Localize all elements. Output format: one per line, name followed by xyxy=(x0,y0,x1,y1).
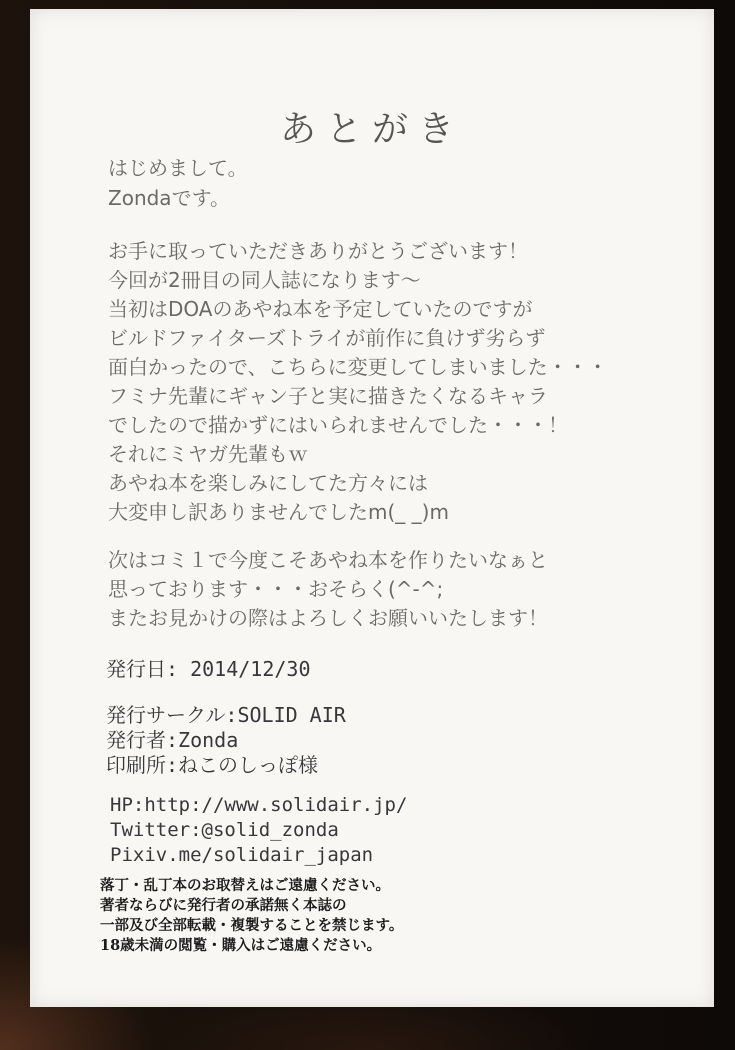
body-line: 次はコミ１で今度こそあやね本を作りたいなぁと xyxy=(108,548,548,572)
publisher-name: 発行者:Zonda xyxy=(106,728,239,752)
colophon-links-block xyxy=(110,793,407,868)
pixiv-url: Pixiv.me/solidair_japan xyxy=(110,844,374,866)
body-line: 大変申し訳ありませんでしたm(_ _)m xyxy=(108,500,449,524)
greeting-line: Zondaです。 xyxy=(108,186,230,210)
greeting-line: はじめまして。 xyxy=(108,156,248,180)
publication-date: 発行日: 2014/12/30 xyxy=(106,657,311,681)
body-line: またお見かけの際はよろしくお願いいたします！ xyxy=(108,606,548,630)
body-line: 今回が2冊目の同人誌になります～ xyxy=(108,268,421,292)
homepage-url: HP:http://www.solidair.jp/ xyxy=(110,794,408,816)
colophon-date-block xyxy=(106,657,311,682)
afterword-paragraph-2 xyxy=(108,546,548,633)
body-line: それにミヤガ先輩もｗ xyxy=(108,442,308,466)
body-line: でしたので描かずにはいられませんでした・・・！ xyxy=(108,413,568,437)
legal-line: 一部及び全部転載・複製することを禁じます。 xyxy=(100,917,404,934)
body-line: 当初はDOAのあやね本を予定していたのですが xyxy=(108,297,533,321)
printer-name: 印刷所:ねこのしっぽ様 xyxy=(106,753,319,777)
twitter-handle: Twitter:@solid_zonda xyxy=(110,819,339,841)
body-line: お手に取っていただきありがとうございます！ xyxy=(108,239,528,263)
greeting-block xyxy=(108,153,248,213)
circle-name: 発行サークル:SOLID AIR xyxy=(106,703,346,727)
colophon-publisher-block xyxy=(106,703,346,778)
body-line: ビルドファイターズトライが前作に負けず劣らず xyxy=(108,326,546,350)
body-line: 思っております・・・おそらく(^-^; xyxy=(108,577,444,601)
body-line: 面白かったので、こちらに変更してしまいました・・・ xyxy=(108,355,608,379)
page-paper xyxy=(30,9,714,1007)
body-line: フミナ先輩にギャン子と実に描きたくなるキャラ xyxy=(108,384,548,408)
page-title: あとがき xyxy=(279,109,464,150)
body-line: あやね本を楽しみにしてた方々には xyxy=(108,471,428,495)
legal-line: 著者ならびに発行者の承諾無く本誌の xyxy=(100,897,347,914)
afterword-paragraph-1 xyxy=(108,237,608,527)
legal-line: 落丁・乱丁本のお取替えはご遠慮ください。 xyxy=(100,877,390,894)
legal-line: 18歳未満の閲覧・購入はご遠慮ください。 xyxy=(100,937,382,954)
legal-notice-block xyxy=(100,876,403,956)
